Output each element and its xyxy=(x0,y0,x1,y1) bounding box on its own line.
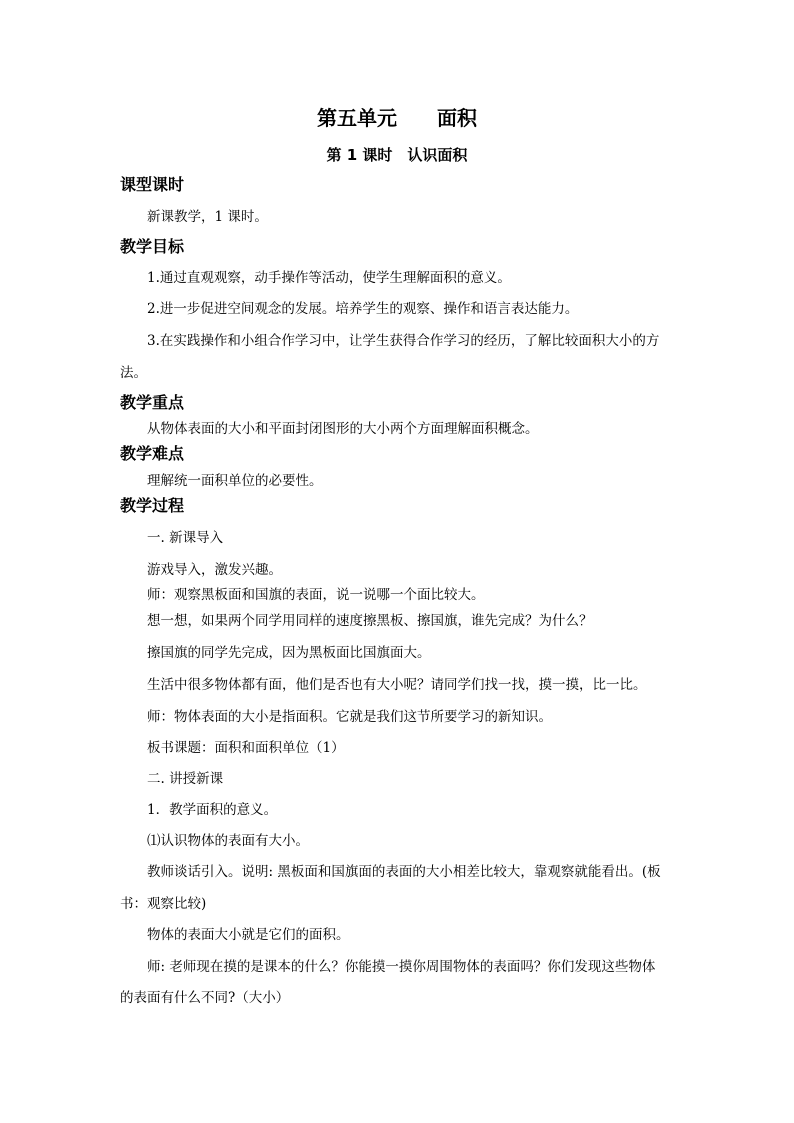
heading-key-points: 教学重点 xyxy=(120,393,185,412)
paragraph: 3.在实践操作和小组合作学习中，让学生获得合作学习的经历，了解比较面积大小的方 xyxy=(147,333,660,349)
heading-lesson-type: 课型课时 xyxy=(120,175,185,194)
paragraph: 师：物体表面的大小是指面积。它就是我们这节所要学习的新知识。 xyxy=(147,709,552,725)
heading-difficulties: 教学难点 xyxy=(120,444,185,463)
lesson-title: 第 1 课时 认识面积 xyxy=(326,146,468,164)
paragraph: 板书课题：面积和面积单位（1） xyxy=(147,740,345,756)
paragraph: 教师谈话引入。说明: 黑板面和国旗面的表面的大小相差比较大，靠观察就能看出。(板 xyxy=(147,864,661,880)
heading-process: 教学过程 xyxy=(120,496,185,515)
unit-title: 第五单元 面积 xyxy=(317,106,477,130)
paragraph: 从物体表面的大小和平面封闭图形的大小两个方面理解面积概念。 xyxy=(147,421,539,437)
paragraph-continuation: 书：观察比较) xyxy=(120,896,207,912)
section-label: 一. 新课导入 xyxy=(147,530,224,546)
paragraph: 师：观察黑板面和国旗的表面，说一说哪一个面比较大。 xyxy=(147,587,485,603)
paragraph: 1.通过直观观察，动手操作等活动，使学生理解面积的意义。 xyxy=(147,270,511,286)
paragraph: 1．教学面积的意义。 xyxy=(147,802,278,818)
paragraph: 理解统一面积单位的必要性。 xyxy=(147,473,323,489)
paragraph: 师: 老师现在摸的是课本的什么？你能摸一摸你周围物体的表面吗？你们发现这些物体 xyxy=(147,959,656,975)
paragraph: 生活中很多物体都有面，他们是否也有大小呢？请同学们找一找，摸一摸，比一比。 xyxy=(147,677,647,693)
paragraph: ⑴认识物体的表面有大小。 xyxy=(147,833,309,849)
heading-objectives: 教学目标 xyxy=(120,237,185,256)
paragraph: 物体的表面大小就是它们的面积。 xyxy=(147,927,350,943)
paragraph: 游戏导入，激发兴趣。 xyxy=(147,562,282,578)
section-label: 二. 讲授新课 xyxy=(147,771,224,787)
paragraph: 2.进一步促进空间观念的发展。培养学生的观察、操作和语言表达能力。 xyxy=(147,301,579,317)
paragraph: 想一想，如果两个同学用同样的速度擦黑板、擦国旗，谁先完成？为什么？ xyxy=(147,613,593,629)
paragraph: 新课教学，1 课时。 xyxy=(147,209,268,225)
paragraph-continuation: 的表面有什么不同?（大小） xyxy=(120,990,290,1006)
paragraph: 擦国旗的同学先完成，因为黑板面比国旗面大。 xyxy=(147,645,431,661)
paragraph-continuation: 法。 xyxy=(120,365,147,381)
